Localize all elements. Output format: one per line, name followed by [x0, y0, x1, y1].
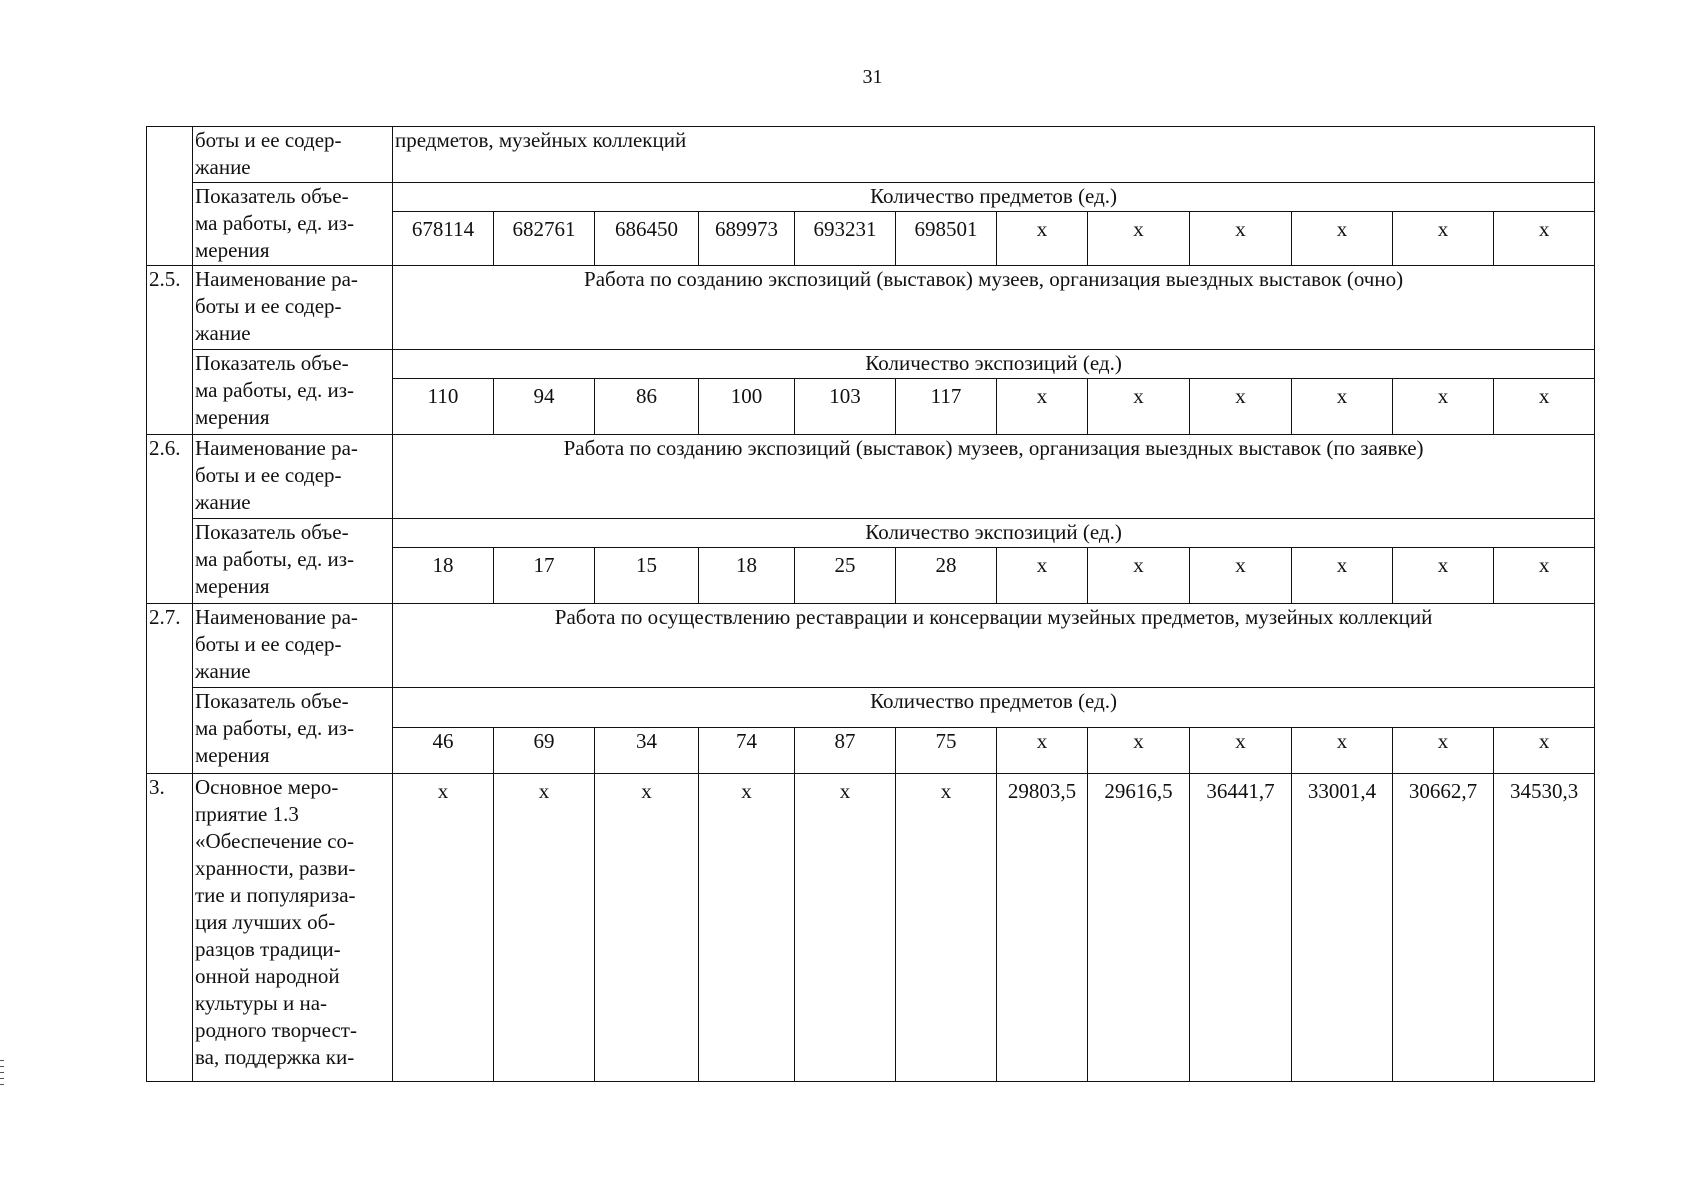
value-cell: 74 — [699, 728, 795, 774]
value-cell: x — [494, 774, 595, 1082]
value-cell: x — [1088, 379, 1190, 435]
section-unit-row — [147, 688, 1595, 728]
section-indicator-label: Показатель объе- ма работы, ед. из- мерения — [193, 519, 393, 604]
value-cell: 25 — [795, 548, 896, 604]
value-cell: x — [997, 212, 1088, 266]
value-cell: 17 — [494, 548, 595, 604]
continuation-name-label: боты и ее содер- жание — [193, 127, 393, 183]
value-cell: 34 — [595, 728, 699, 774]
value-cell: x — [1494, 728, 1595, 774]
scan-edge-marks — [0, 1060, 4, 1090]
value-cell: 18 — [699, 548, 795, 604]
value-cell: x — [1190, 548, 1292, 604]
value-cell: 28 — [896, 548, 997, 604]
section-number: 2.5. — [147, 266, 193, 435]
value-cell: x — [699, 774, 795, 1082]
value-cell: 46 — [393, 728, 494, 774]
value-cell: 15 — [595, 548, 699, 604]
continuation-name-row — [147, 127, 1595, 183]
section-name-row — [147, 604, 1595, 688]
value-cell: 103 — [795, 379, 896, 435]
value-cell: 698501 — [896, 212, 997, 266]
continuation-number-cell — [147, 127, 193, 266]
event-row — [147, 774, 1595, 1082]
value-cell: 100 — [699, 379, 795, 435]
section-name-row — [147, 435, 1595, 519]
section-indicator-label: Показатель объе- ма работы, ед. из- мерения — [193, 688, 393, 774]
section-name-row — [147, 266, 1595, 350]
value-cell: 686450 — [595, 212, 699, 266]
value-cell: 693231 — [795, 212, 896, 266]
document-table — [146, 126, 1595, 1082]
value-cell: 94 — [494, 379, 595, 435]
event-label: Основное меро- приятие 1.3 «Обеспечение со- хранности, разви- тие и популяриза- ция лучших об- разцов традици- онной народной культуры и на- родного творчест- ва, поддержка ки- — [193, 774, 393, 1082]
section-name-label: Наименование ра- боты и ее содер- жание — [193, 266, 393, 350]
section-number: 2.6. — [147, 435, 193, 604]
continuation-name-text: предметов, музейных коллекций — [393, 127, 1595, 183]
value-cell: x — [997, 548, 1088, 604]
value-cell: x — [1494, 548, 1595, 604]
value-cell: x — [1494, 379, 1595, 435]
value-cell: 110 — [393, 379, 494, 435]
value-cell: x — [595, 774, 699, 1082]
section-name-text: Работа по созданию экспозиций (выставок) музеев, организация выездных выставок (очно) — [393, 266, 1595, 350]
value-cell: x — [1393, 379, 1494, 435]
value-cell: x — [896, 774, 997, 1082]
value-cell: x — [997, 379, 1088, 435]
value-cell: x — [1190, 212, 1292, 266]
value-cell: 689973 — [699, 212, 795, 266]
value-cell: 117 — [896, 379, 997, 435]
value-cell: x — [1393, 212, 1494, 266]
section-unit: Количество экспозиций (ед.) — [393, 350, 1595, 379]
section-unit: Количество экспозиций (ед.) — [393, 519, 1595, 548]
value-cell: x — [1494, 212, 1595, 266]
section-number: 2.7. — [147, 604, 193, 774]
section-unit-row — [147, 350, 1595, 379]
event-number: 3. — [147, 774, 193, 1082]
value-cell: 18 — [393, 548, 494, 604]
value-cell: 36441,7 — [1190, 774, 1292, 1082]
value-cell: 75 — [896, 728, 997, 774]
page-number: 31 — [862, 66, 883, 88]
section-unit: Количество предметов (ед.) — [393, 688, 1595, 728]
value-cell: x — [1292, 728, 1393, 774]
continuation-unit: Количество предметов (ед.) — [393, 183, 1595, 212]
value-cell: x — [1088, 728, 1190, 774]
value-cell: 30662,7 — [1393, 774, 1494, 1082]
value-cell: x — [1190, 728, 1292, 774]
value-cell: 33001,4 — [1292, 774, 1393, 1082]
value-cell: x — [1393, 728, 1494, 774]
value-cell: 682761 — [494, 212, 595, 266]
section-name-label: Наименование ра- боты и ее содер- жание — [193, 604, 393, 688]
value-cell: x — [1292, 379, 1393, 435]
value-cell: 87 — [795, 728, 896, 774]
continuation-indicator-label: Показатель объе- ма работы, ед. из- мерения — [193, 183, 393, 266]
value-cell: x — [1190, 379, 1292, 435]
section-indicator-label: Показатель объе- ма работы, ед. из- мерения — [193, 350, 393, 435]
value-cell: x — [1088, 548, 1190, 604]
section-name-text: Работа по осуществлению реставрации и консервации музейных предметов, музейных коллекций — [393, 604, 1595, 688]
section-name-text: Работа по созданию экспозиций (выставок) музеев, организация выездных выставок (по заявке) — [393, 435, 1595, 519]
value-cell: 678114 — [393, 212, 494, 266]
section-unit-row — [147, 519, 1595, 548]
value-cell: x — [1088, 212, 1190, 266]
continuation-unit-row — [147, 183, 1595, 212]
value-cell: x — [997, 728, 1088, 774]
value-cell: x — [1292, 548, 1393, 604]
value-cell: x — [1393, 548, 1494, 604]
value-cell: 69 — [494, 728, 595, 774]
value-cell: x — [1292, 212, 1393, 266]
value-cell: 29616,5 — [1088, 774, 1190, 1082]
value-cell: x — [795, 774, 896, 1082]
value-cell: 29803,5 — [997, 774, 1088, 1082]
section-name-label: Наименование ра- боты и ее содер- жание — [193, 435, 393, 519]
value-cell: x — [393, 774, 494, 1082]
value-cell: 34530,3 — [1494, 774, 1595, 1082]
value-cell: 86 — [595, 379, 699, 435]
